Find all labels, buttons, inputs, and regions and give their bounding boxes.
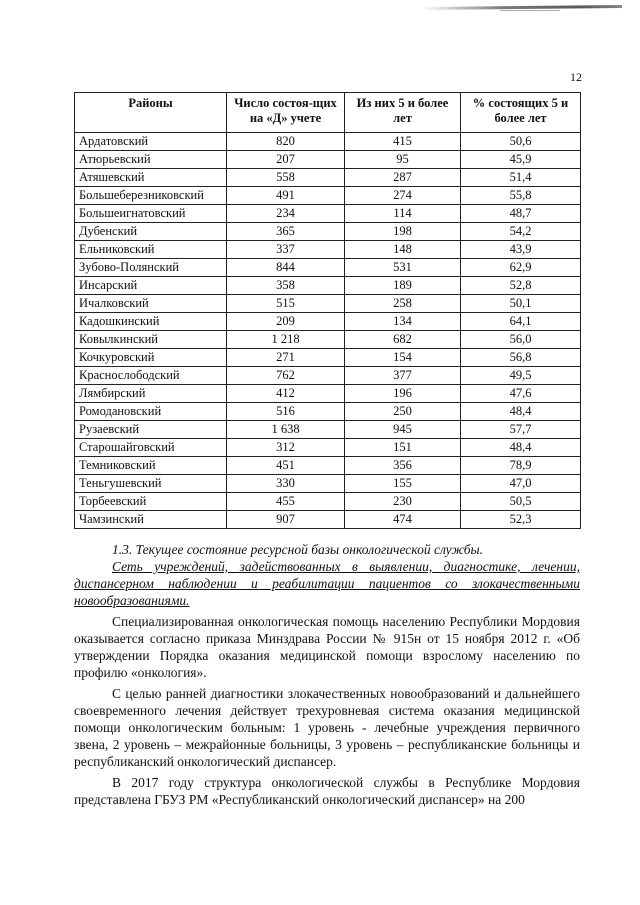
document-body [74,541,580,808]
registered-count-cell: 820 [227,133,345,151]
five-years-count-cell: 474 [345,511,461,529]
five-years-count-cell: 134 [345,313,461,331]
table-header-row [75,93,581,133]
five-years-count-cell: 151 [345,439,461,457]
table-row [75,169,581,187]
registered-count-cell: 558 [227,169,345,187]
table-row [75,475,581,493]
district-name-cell: Кочкуровский [75,349,227,367]
scan-artifact [500,10,560,11]
percent-cell: 51,4 [461,169,581,187]
percent-cell: 55,8 [461,187,581,205]
table-row [75,439,581,457]
district-name-cell: Ковылкинский [75,331,227,349]
percent-cell: 50,6 [461,133,581,151]
table-body [75,133,581,529]
district-name-cell: Атюрьевский [75,151,227,169]
five-years-count-cell: 274 [345,187,461,205]
registered-count-cell: 762 [227,367,345,385]
percent-cell: 48,7 [461,205,581,223]
table-row [75,403,581,421]
district-name-cell: Ичалковский [75,295,227,313]
district-name-cell: Инсарский [75,277,227,295]
five-years-count-cell: 377 [345,367,461,385]
table-row [75,205,581,223]
district-name-cell: Теньгушевский [75,475,227,493]
table-row [75,223,581,241]
percent-cell: 56,8 [461,349,581,367]
percent-cell: 52,3 [461,511,581,529]
district-name-cell: Чамзинский [75,511,227,529]
percent-cell: 43,9 [461,241,581,259]
five-years-count-cell: 189 [345,277,461,295]
five-years-count-cell: 250 [345,403,461,421]
five-years-count-cell: 356 [345,457,461,475]
table-row [75,421,581,439]
district-name-cell: Ромодановский [75,403,227,421]
registered-count-cell: 312 [227,439,345,457]
subheading: Сеть учреждений, задействованных в выявлении, диагностике, лечении, диспансерном наблюдении и реабилитации пациентов со злокачественными новообразованиями. [74,559,580,608]
column-header-districts: Районы [75,93,227,133]
registered-count-cell: 209 [227,313,345,331]
percent-cell: 47,0 [461,475,581,493]
registered-count-cell: 271 [227,349,345,367]
percent-cell: 48,4 [461,403,581,421]
five-years-count-cell: 155 [345,475,461,493]
section-heading: 1.3. Текущее состояние ресурсной базы онкологической службы. [112,542,483,557]
district-name-cell: Темниковский [75,457,227,475]
district-name-cell: Торбеевский [75,493,227,511]
five-years-count-cell: 258 [345,295,461,313]
percent-cell: 78,9 [461,457,581,475]
five-years-count-cell: 287 [345,169,461,187]
registered-count-cell: 844 [227,259,345,277]
paragraph: В 2017 году структура онкологической службы в Республике Мордовия представлена ГБУЗ РМ «Республиканский онкологический диспансер» на 200 [74,775,580,807]
registered-count-cell: 907 [227,511,345,529]
district-name-cell: Ардатовский [75,133,227,151]
five-years-count-cell: 114 [345,205,461,223]
table-row [75,511,581,529]
five-years-count-cell: 95 [345,151,461,169]
table-row [75,385,581,403]
percent-cell: 45,9 [461,151,581,169]
five-years-count-cell: 198 [345,223,461,241]
column-header-five-years: Из них 5 и более лет [345,93,461,133]
registered-count-cell: 515 [227,295,345,313]
registered-count-cell: 1 218 [227,331,345,349]
registered-count-cell: 491 [227,187,345,205]
table-row [75,133,581,151]
registered-count-cell: 330 [227,475,345,493]
paragraph: Специализированная онкологическая помощь населению Республики Мордовия оказывается согласно приказа Минздрава России № 915н от 15 ноября 2012 г. «Об утверждении Порядка оказания медицинской помощи взрослому населению по профилю «онкология». [74,614,580,680]
percent-cell: 50,1 [461,295,581,313]
district-name-cell: Дубенский [75,223,227,241]
district-name-cell: Зубово-Полянский [75,259,227,277]
five-years-count-cell: 154 [345,349,461,367]
percent-cell: 49,5 [461,367,581,385]
page-number: 12 [570,70,582,84]
column-header-percent: % состоящих 5 и более лет [461,93,581,133]
registered-count-cell: 234 [227,205,345,223]
five-years-count-cell: 531 [345,259,461,277]
district-name-cell: Большеигнатовский [75,205,227,223]
table-row [75,187,581,205]
percent-cell: 48,4 [461,439,581,457]
percent-cell: 47,6 [461,385,581,403]
registered-count-cell: 1 638 [227,421,345,439]
table-row [75,349,581,367]
district-name-cell: Старошайговский [75,439,227,457]
registered-count-cell: 365 [227,223,345,241]
five-years-count-cell: 230 [345,493,461,511]
district-name-cell: Атяшевский [75,169,227,187]
registered-count-cell: 451 [227,457,345,475]
table-row [75,295,581,313]
percent-cell: 57,7 [461,421,581,439]
table-row [75,277,581,295]
table-row [75,151,581,169]
district-name-cell: Краснослободский [75,367,227,385]
district-name-cell: Рузаевский [75,421,227,439]
district-name-cell: Кадошкинский [75,313,227,331]
table-row [75,493,581,511]
district-name-cell: Ельниковский [75,241,227,259]
five-years-count-cell: 196 [345,385,461,403]
percent-cell: 62,9 [461,259,581,277]
column-header-registered: Число состоя-щих на «Д» учете [227,93,345,133]
districts-table [74,92,581,529]
registered-count-cell: 207 [227,151,345,169]
table-row [75,313,581,331]
percent-cell: 56,0 [461,331,581,349]
registered-count-cell: 412 [227,385,345,403]
table-row [75,457,581,475]
five-years-count-cell: 682 [345,331,461,349]
district-name-cell: Лямбирский [75,385,227,403]
registered-count-cell: 358 [227,277,345,295]
district-name-cell: Большеберезниковский [75,187,227,205]
table-row [75,331,581,349]
table-row [75,259,581,277]
percent-cell: 50,5 [461,493,581,511]
registered-count-cell: 455 [227,493,345,511]
paragraph: С целью ранней диагностики злокачественных новообразований и дальнейшего своевременного лечения действует трехуровневая система оказания медицинской помощи онкологическим больным: 1 уровень - лечебные учреждения первичного звена, 2 уровень – межрайонные больницы, 3 уровень – республиканские больницы и республиканский онкологический диспансер. [74,686,580,769]
five-years-count-cell: 945 [345,421,461,439]
percent-cell: 64,1 [461,313,581,331]
registered-count-cell: 337 [227,241,345,259]
registered-count-cell: 516 [227,403,345,421]
five-years-count-cell: 148 [345,241,461,259]
five-years-count-cell: 415 [345,133,461,151]
percent-cell: 54,2 [461,223,581,241]
percent-cell: 52,8 [461,277,581,295]
table-row [75,367,581,385]
table-row [75,241,581,259]
